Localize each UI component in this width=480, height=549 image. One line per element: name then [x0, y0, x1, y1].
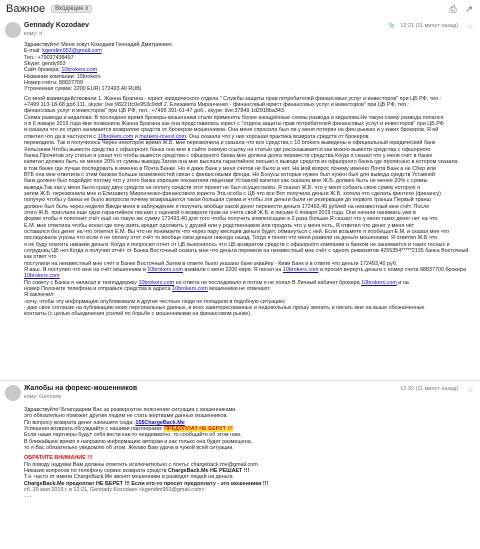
body-line: сотрудниц ЦБ нет.Когда я получил отчёт от Банка Восточный сказать мне что деньги перевели на неизвестный мне счёт с одного реквизитов 4255354*****2135 банка Восточный как ответ что	[24, 248, 469, 261]
body-line: я не буду платить никакие деньги. Когда я попросил отчет от ЦБ выяснилось что ЦБ возвратом средств с офшорного компании и банком не занимается и таких тесных и	[24, 241, 450, 248]
body-line: это обязательно поможет другим людям не стать жертвами данных мошенников.	[24, 413, 228, 420]
body-line: ответил что да в частности с 10brokers.com и markets-invest.com. Она сказала что у них хорошая практика возврата средств от брокеров.	[24, 133, 370, 140]
body-line: затем Ж.Б. перезвонила мне и Елизавету Миронченко-финансового юриста Эта особа с ЦБ что все Вот получила деньги Ж.Б. хотела что сделать финтехо (финансу)	[24, 190, 441, 197]
body-line: Е.М. мне ответила чтобы искал где хочу взять кредит одолжить у друзей или у родственников или продать что у меня есть. Я ответил что денег у меня нет	[24, 222, 415, 229]
body-line: Никаких вопросов по телефону сервис возврата средств ChargeBack.Me НЕ РЕШАЕТ !!!	[24, 468, 250, 475]
body-line: По совету с Банка я написал в техподдержку 10brokers.com но ответа не последовало и потом я не попал В Личный кабинет брокера 10brokers.com и на	[24, 279, 409, 286]
inbox-label[interactable]: Входящие x	[51, 5, 92, 13]
quoted-header: сб, 29 мая 2019 г. в 12:21, Gennady Kozodaev <kgendim953@gmail.com>:	[24, 487, 207, 494]
body-line: По поводу надувки Вам должны ответить исключительно с почты: chargeback.me@gmail.com	[24, 461, 258, 468]
body-line: Skype: gendy953	[24, 61, 66, 68]
thread-title: Важное	[6, 3, 46, 15]
body-line: ChargeBack.Me предоплат НЕ БЕРЕТ !!! Если кто-то просит предоплату - это мошенники !!!	[24, 480, 269, 487]
body-line: Схема развода и кидалова: В последнее время брокеры-мошенники стали применять более изощрённые схемы развода и кидалова.Не такую схему развода попался	[24, 114, 444, 121]
body-line: оставался без денег на что ответил Е.М. Вы что не понимаете что через пару месяцев деньги будет, обмануться с ней. Если возьмете я пообещал Е.М. и сказал мне что	[24, 228, 450, 235]
body-line: Я ваш. Я поступил что мне на счёт мошенники в 10brokers.com взимали с меня 2200 евро. Я писал на 10brokers.com и просил вернуть деньги с номер счета 88837700 брокера 10brokers.com	[24, 267, 466, 280]
message-body	[24, 407, 470, 501]
paperclip-icon: 📎	[388, 23, 396, 29]
body-line: E-mail: kgendim953@gmail.com	[24, 48, 102, 55]
sender-name[interactable]: Жалобы на форекс-мошенников	[24, 385, 138, 392]
email-link[interactable]: 10brokers.com	[61, 67, 98, 74]
avatar	[5, 385, 21, 401]
body-line: должен был быть через неделю Введи меня в заблуждение я получать вообще какой денег перевести деньги 172493,40 рублей на неизвестный мне счёт. После	[24, 203, 430, 210]
body-line: В ближайшее время я направлю информацию авторам и как только она будет размещена,	[24, 438, 253, 445]
email-link[interactable]: 10brokers.com	[282, 267, 319, 274]
body-line: Здравствуйте! Меня зовут Козодаев Геннадий Дмитриевич.	[24, 42, 174, 48]
email-link[interactable]: 10brokers.com	[24, 273, 60, 280]
body-line: банка.Прочитав эту статью я узнал что чтобы вывести средства с офшорного банка мне должна долга перевести средства Когда я сказал что у меня счёт в банке	[24, 152, 433, 159]
attention-heading: ОБРАТИТЕ ВНИМАНИЕ !!!	[24, 455, 93, 462]
body-line: Сайт брокера: 10brokers.com	[24, 67, 98, 74]
body-line: Я заключил:	[24, 292, 55, 299]
body-line: банк должен был подойдет потому что у этого банка хорошие показатели лицензии Уставной капитал как сказала мне Ж.Б. должен быть не менее 20% с суммы	[24, 178, 428, 185]
body-line: последовала угрозы что если я не оплачу этот счёт то вообще свои деньги никогда назад. Тогда я понял что меня развели на деньги мошенники. Я ответил Ж.Б что	[24, 235, 438, 242]
chargeback-link[interactable]: 15$ChargeBack.Me	[135, 419, 185, 426]
body-line: финансовых услуг и инвесторов" при ЦБ РФ, тел.: +7499 391-61-47 доб., skype: live:37849 1d2918ba343.	[24, 108, 286, 115]
body-line: вывода.Так как у меня было сразу двух средств на оплату средств этот проект не был осуществлён. Я сказал Ж.Б. что у меня собрать свою сумму которую я	[24, 184, 420, 191]
email-link[interactable]: markets-invest.com	[139, 133, 187, 140]
body-line: то я Вас обязательно уведомлю об этом. Желаю Вам удачи в чужой всей ситуации.	[24, 445, 234, 452]
body-line: я в 6 январе 2019 года мне позвонила Жанна Брагина как она представилась юрист с "отдела защиты прав потребителей финансовых услуг и инвесторов" при ЦБ РФ	[24, 121, 444, 128]
body-line: Номер счёта: 88837700	[24, 80, 83, 87]
star-icon[interactable]: ☆	[466, 22, 474, 31]
greeting: Здравствуйте! Благодарим Вас за развернутое пояснение ситуации с мошенниками.	[24, 407, 237, 413]
show-trimmed-icon[interactable]: ⋯	[24, 492, 32, 502]
body-line: капитал должен быть не менее 20% от суммы вывода.Затем она мне выслала гарантийное письмо о выводе средств из офшорного банка где прописано в котором сказала	[24, 159, 458, 166]
body-line: получую чтобы у банка не было вопросов почему возвращается такая большая сумма и чтобы эти деньги были не резервации до первого транша Первый транш	[24, 197, 431, 204]
body-line: Тел.: +79037438497	[24, 54, 74, 61]
open-new-window-icon[interactable]: ↗	[465, 3, 473, 14]
body-line: номер Полоните телефона и отправьте средства в адреса 10brokers.com мошенники не отвечают.	[24, 286, 271, 293]
body-line: Название компании: 10brokers	[24, 73, 101, 80]
email-header	[0, 0, 480, 18]
body-line: +7499 113-18-68 доб.111, skype: live:98221fc0e953c9ddf 2. Елизавета Миронченко - финансовый юрист финансовых услуг и инвесторов" при ЦБ РФ, тел.:	[24, 102, 409, 109]
email-message-2	[0, 383, 480, 502]
message-header	[0, 383, 480, 407]
body-line: и сказала что их отдел занимается возвратом средств от брокеров-мошенников. Она меня спросила был ли у меня потерян на фин.рынках и у каких брокеров. Я ей	[24, 127, 439, 134]
email-link[interactable]: 10brokers.com	[97, 133, 134, 140]
body-line: переводила. Так и получилось Через некоторое время Ж.Б. мне перезвонила и сказала что все средства с 10 brokers выведены в официальный юридический банк	[24, 140, 436, 147]
star-icon[interactable]: ☆	[466, 385, 474, 394]
body-line: -хочу, чтобы эту информацию опубликовали и другие честные люди не попадали в подобную ситуацию;	[24, 298, 286, 305]
print-icon[interactable]: ⎙	[449, 3, 457, 14]
body-line: этого Ж.Б. прислала еще одно гарантийное письмо с оценкой о возврате прав на счета свой Ж.Б. в письме 6 января 2019 года. Они начали нанимать уже в	[24, 209, 416, 216]
body-line: ВТБ она мне ответила с этим банком больше возможностей связи с финансовыми фонда. Но Бонусы которые нужен был нужен был для вывода средств Уставной	[24, 171, 435, 178]
body-line: контакты (с целью обьединения усилий по борьбе с мошенниками на финансовом рынке).	[24, 311, 252, 318]
body-line: Со мной взаимодействовали 1. Жанна Брагина - юрист юридического отдела " Службы защиты прав потребителей финансовых услуг и инвесторов" при ЦБ РФ, тел.:	[24, 95, 442, 102]
body-line: Т.е. часто от имени ChargeBack.Me звонят мошенники и разводят людей на деньги.	[24, 474, 235, 481]
divider	[0, 380, 480, 381]
avatar	[5, 22, 21, 38]
email-link[interactable]: 10brokers.com	[138, 279, 175, 286]
body-line: Успешная возврата обсуждайте с нашими партнерами: ПРЕДОПЛАТ НЕ БЕРУТ !!!	[24, 426, 233, 433]
body-line: форме чтобы я пополнит счёт ещё на такую же сумму 172493,40 для того чтобы получить компенсацию в 2 раза больше.Я сказал что у меня таких денег нет на что	[24, 216, 438, 223]
body-line: - даю свое согласие на публикацию моих персональных данных, и всех заинтересованных и недовольных прошу звонить и писать мне на выше обозначенные	[24, 305, 425, 312]
recipient-line[interactable]: кому: Gennady	[24, 394, 62, 400]
sender-name[interactable]: Gennady Kozodaev	[24, 22, 89, 29]
body-line: Если наши партнеры будут себя вести как-то неадекватно, то сообщайте об этом нам.	[24, 432, 242, 439]
body-line: Утраченная сумма: 2200 EUR| 172493.40 RUB|	[24, 86, 142, 93]
message-body	[24, 42, 470, 318]
message-time: 12:21 (11 минут назад)	[400, 23, 458, 29]
email-link[interactable]: 10brokers.com	[172, 286, 208, 293]
message-time: 12:32 (11 минут назад)	[400, 386, 458, 392]
body-line: поступили на неизвестный мне счёт в Банке Восточный Затем в ответе было указано банк-эквайер - Киви Банк и в ответе что деньги 172493,40 руб.	[24, 260, 398, 267]
email-link[interactable]: kgendim953@gmail.com	[42, 48, 102, 55]
highlight-text: ПРЕДОПЛАТ НЕ БЕРУТ !!!	[164, 426, 233, 433]
recipient-line[interactable]: кому: я	[24, 31, 43, 37]
body-line: в том банке где лучше последовать в именно в Почта Банке. Но я даже Банк у меня счетов не было и нет. На мой вопрос почему именно Почта Банк а не Сбер или	[24, 165, 436, 172]
message-header	[0, 20, 480, 44]
email-link[interactable]: 10brokers.com	[361, 279, 397, 286]
email-link[interactable]: 10brokers.com	[147, 267, 183, 274]
body-line: По вопросу возврата денег напишите сюда: 15$ChargeBack.Me	[24, 419, 185, 426]
email-message-1	[0, 20, 480, 318]
body-line: Хельсинки.Чтобы вывести средства с офшорного банка она мне в сайте снимую ссылку на статью где рассказывается как можно вывести средства с офшорного	[24, 146, 431, 153]
